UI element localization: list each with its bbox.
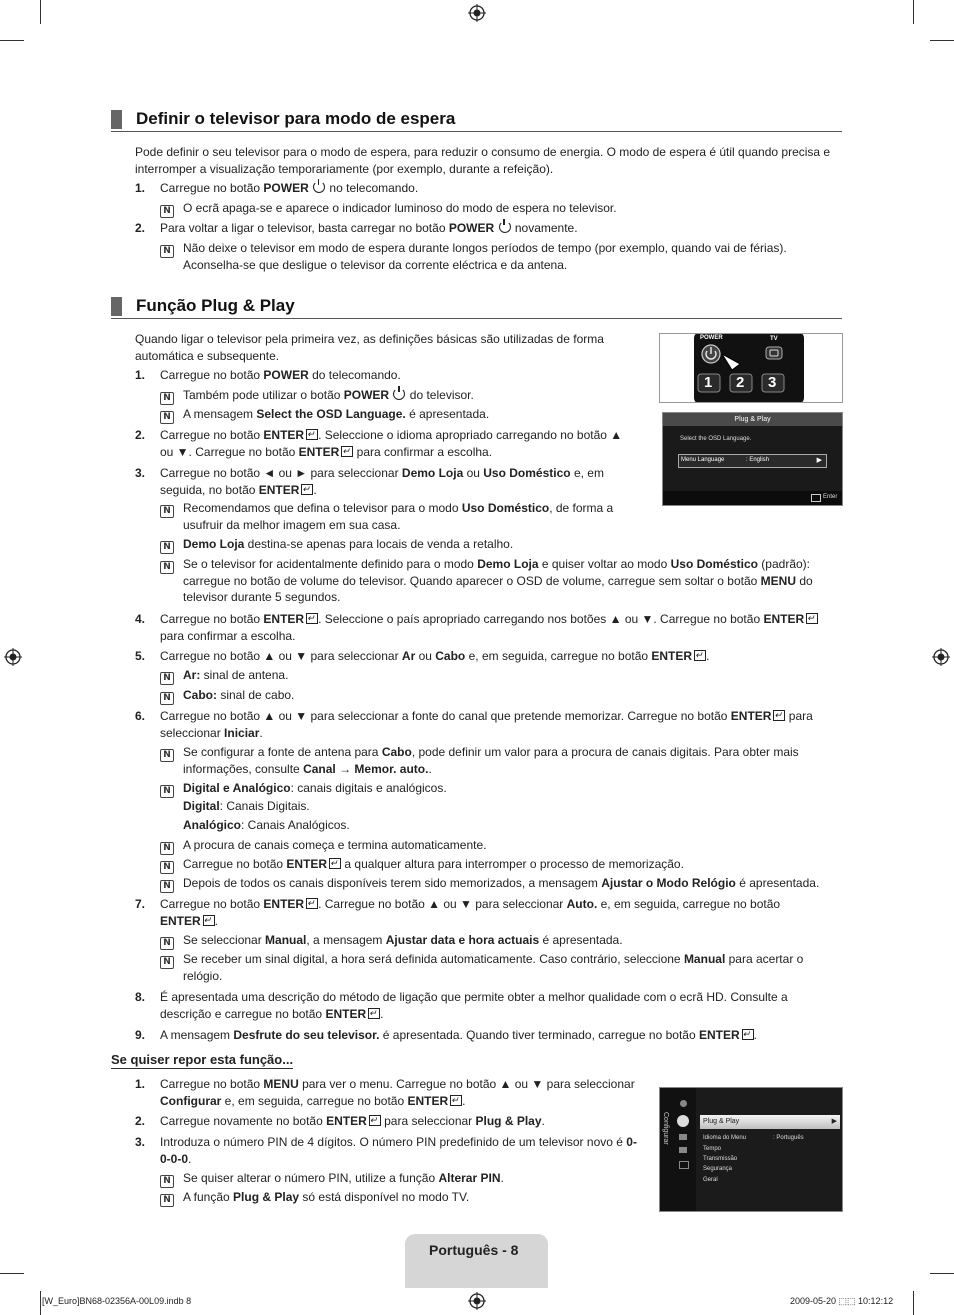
note-icon: N xyxy=(160,956,174,969)
enter-icon xyxy=(450,1095,462,1106)
note-icon: N xyxy=(160,672,174,685)
crop-mark xyxy=(0,1273,24,1274)
enter-icon xyxy=(301,484,313,495)
crop-mark xyxy=(40,0,41,24)
note-icon: N xyxy=(160,842,174,855)
menu-item[interactable]: Geral xyxy=(703,1177,718,1183)
page-number: Português - 8 xyxy=(429,1242,519,1258)
enter-icon xyxy=(773,710,785,721)
enter-icon xyxy=(306,429,318,440)
setup-menu-screen: Configurar Plug & Play ▶ Idioma do Menu : Português Tempo Transmissão Segurança Geral xyxy=(659,1087,843,1212)
enter-icon xyxy=(306,898,318,909)
note-icon: N xyxy=(160,861,174,874)
power-icon xyxy=(313,181,325,193)
heading-bar xyxy=(111,297,122,316)
note-icon: N xyxy=(160,505,174,518)
enter-icon xyxy=(369,1115,381,1126)
registration-mark-icon xyxy=(468,4,486,22)
arrow-right-icon: ▶ xyxy=(831,1118,837,1125)
section-heading xyxy=(111,109,842,132)
note-icon: N xyxy=(160,245,174,258)
enter-icon xyxy=(306,613,318,624)
section-heading xyxy=(111,296,842,319)
page-number-tab xyxy=(405,1234,548,1288)
note-icon: N xyxy=(160,749,174,762)
enter-icon xyxy=(742,1029,754,1040)
power-icon xyxy=(499,221,511,233)
note-icon: N xyxy=(160,880,174,893)
registration-mark-icon xyxy=(932,648,950,666)
note-icon: N xyxy=(160,541,174,554)
note-icon: N xyxy=(160,1194,174,1207)
crop-mark xyxy=(930,40,954,41)
power-icon xyxy=(393,388,405,400)
remote-figure: POWER TV 1 2 3 xyxy=(659,333,843,403)
list-item: Digital: Canais Digitais. xyxy=(183,799,310,813)
enter-icon xyxy=(368,1008,380,1019)
file-info: [W_Euro]BN68-02356A-00L09.indb 8 xyxy=(42,1296,192,1306)
crop-mark xyxy=(0,40,24,41)
crop-mark xyxy=(913,1291,914,1315)
menu-icon xyxy=(679,1161,689,1169)
enter-icon xyxy=(341,446,353,457)
print-date: 2009-05-20 ⬚⬚ 10:12:12 xyxy=(790,1296,894,1306)
menu-icon xyxy=(679,1147,687,1153)
menu-icon xyxy=(680,1100,687,1107)
note-icon: N xyxy=(160,411,174,424)
osd-screen: Plug & Play Select the OSD Language. Menu Language : English ▶ Enter xyxy=(662,412,843,506)
heading-bar xyxy=(111,110,122,129)
enter-icon xyxy=(329,858,341,869)
note-icon: N xyxy=(160,392,174,405)
subheading: Se quiser repor esta função... xyxy=(111,1052,294,1067)
enter-icon xyxy=(694,650,706,661)
menu-item[interactable]: Segurança xyxy=(703,1166,733,1172)
note-icon: N xyxy=(160,205,174,218)
section-title: Função Plug & Play xyxy=(136,296,295,315)
note-icon: N xyxy=(160,937,174,950)
crop-mark xyxy=(913,0,914,24)
intro-paragraph: Quando ligar o televisor pela primeira vez, as definições básicas são utilizadas de forma automática e subsequente. xyxy=(135,332,604,363)
gear-icon xyxy=(677,1115,689,1127)
enter-icon xyxy=(811,494,821,502)
registration-mark-icon xyxy=(4,648,22,666)
note-icon: N xyxy=(160,692,174,705)
note-icon: N xyxy=(160,785,174,798)
enter-icon xyxy=(806,613,818,624)
registration-mark-icon xyxy=(468,1292,486,1310)
intro-paragraph: Pode definir o seu televisor para o modo de espera, para reduzir o consumo de energia. O modo de espera é útil quando precisa e interromper a visualização temporariamente (por exemplo, durante a refeição). xyxy=(135,145,831,176)
crop-mark xyxy=(40,1291,41,1315)
section-title: Definir o televisor para modo de espera xyxy=(136,109,456,128)
arrow-right-icon: ▶ xyxy=(816,457,822,464)
menu-item[interactable]: Transmissão xyxy=(703,1156,738,1162)
menu-language-field[interactable]: Menu Language : English ▶ xyxy=(678,454,827,468)
note-icon: N xyxy=(160,561,174,574)
menu-icon xyxy=(679,1134,687,1140)
plug-play-item[interactable]: Plug & Play ▶ xyxy=(700,1115,840,1129)
remote-illustration-icon xyxy=(660,334,842,402)
menu-item[interactable]: Idioma do Menu xyxy=(703,1135,747,1141)
enter-icon xyxy=(203,915,215,926)
note-icon: N xyxy=(160,1175,174,1188)
menu-item[interactable]: Tempo xyxy=(703,1146,722,1152)
list-item: Analógico: Canais Analógicos. xyxy=(183,818,350,832)
crop-mark xyxy=(930,1273,954,1274)
